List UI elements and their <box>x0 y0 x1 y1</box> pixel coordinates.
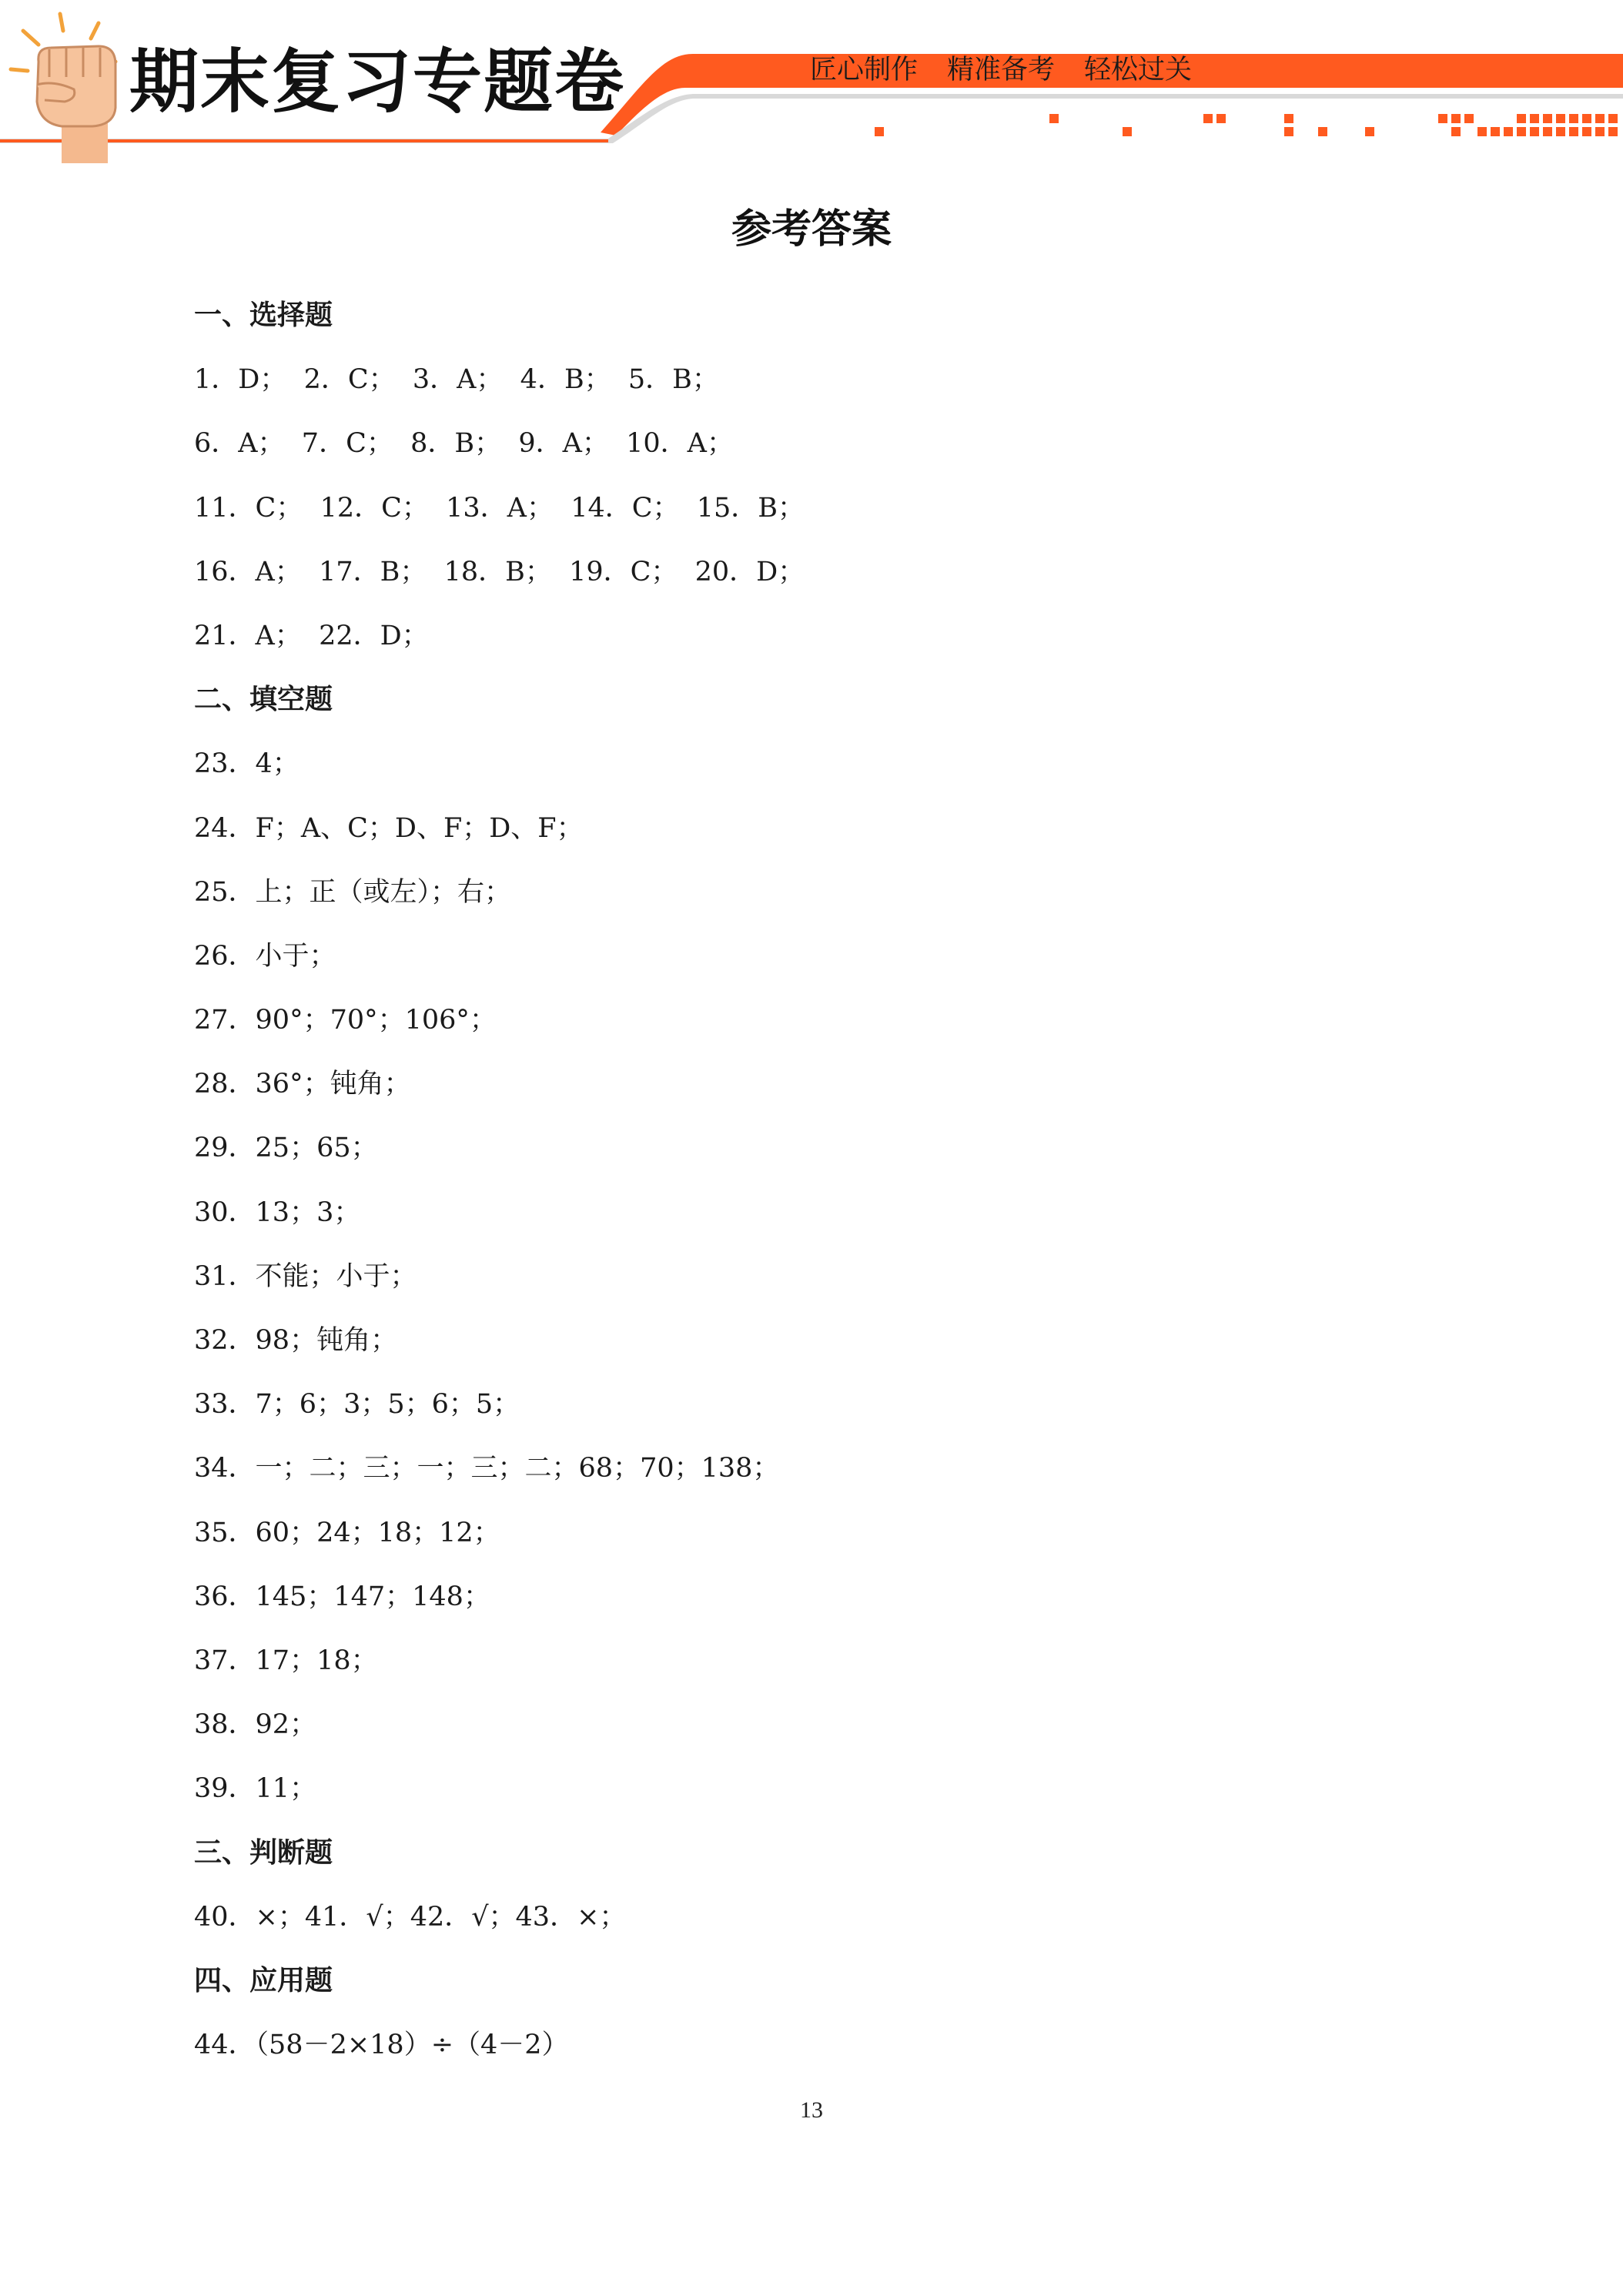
answer-line: 44．（58－2×18）÷（4－2） <box>194 2030 569 2061</box>
answer-line: 6．A； 7．C； 8．B； 9．A； 10．A； <box>194 428 734 460</box>
answer-line: 39．11； <box>194 1773 317 1805</box>
answer-line: 1．D； 2．C； 3．A； 4．B； 5．B； <box>194 364 719 396</box>
page-number: 13 <box>800 2097 823 2123</box>
answer-line: 31．不能；小于； <box>194 1260 417 1292</box>
slogan-item: 匠心制作 <box>810 55 919 85</box>
section-heading-choice: 一、选择题 <box>194 300 333 331</box>
answer-line: 34．一；二；三；一；三；二；68；70；138； <box>194 1453 780 1484</box>
answer-line: 25．上；正（或左）；右； <box>194 876 512 908</box>
header-slogan <box>810 57 1192 84</box>
answer-line: 23．4； <box>194 748 300 780</box>
page-header <box>0 0 1623 166</box>
answer-line: 35．60；24；18；12； <box>194 1517 500 1548</box>
section-heading-word-problems: 四、应用题 <box>194 1964 333 1996</box>
section-heading-true-false: 三、判断题 <box>194 1836 333 1869</box>
slogan-item: 轻松过关 <box>1084 55 1193 85</box>
answer-line: 21．A； 22．D； <box>194 620 429 651</box>
answer-line: 30．13；3； <box>194 1197 361 1228</box>
answer-line: 16．A； 17．B； 18．B； 19．C； 20．D； <box>194 556 805 587</box>
answer-line: 36．145；147；148； <box>194 1581 490 1612</box>
answer-line: 29．25；65； <box>194 1133 378 1164</box>
raised-fist-icon <box>0 0 131 166</box>
answer-line: 38．92； <box>194 1709 317 1741</box>
answer-line: 27．90°；70°；106°； <box>194 1005 497 1036</box>
answer-list <box>194 296 1503 2089</box>
section-heading-fill-blank: 二、填空题 <box>194 684 333 716</box>
answer-line: 11．C； 12．C； 13．A； 14．C； 15．B； <box>194 492 805 524</box>
answer-line: 33．7；6；3；5；6；5； <box>194 1389 520 1421</box>
brand-title: 期末复习专题卷 <box>129 42 625 122</box>
answer-line: 37．17；18； <box>194 1645 378 1676</box>
page-title: 参考答案 <box>731 206 892 253</box>
answer-line: 32．98；钝角； <box>194 1325 398 1356</box>
slogan-item: 精准备考 <box>947 55 1056 85</box>
answer-line: 40．×；41．√；42．√；43．×； <box>194 1901 627 1933</box>
answer-line: 24．F；A、C；D、F；D、F； <box>194 812 584 844</box>
answer-line: 26．小于； <box>194 940 336 972</box>
answer-line: 28．36°；钝角； <box>194 1069 411 1100</box>
